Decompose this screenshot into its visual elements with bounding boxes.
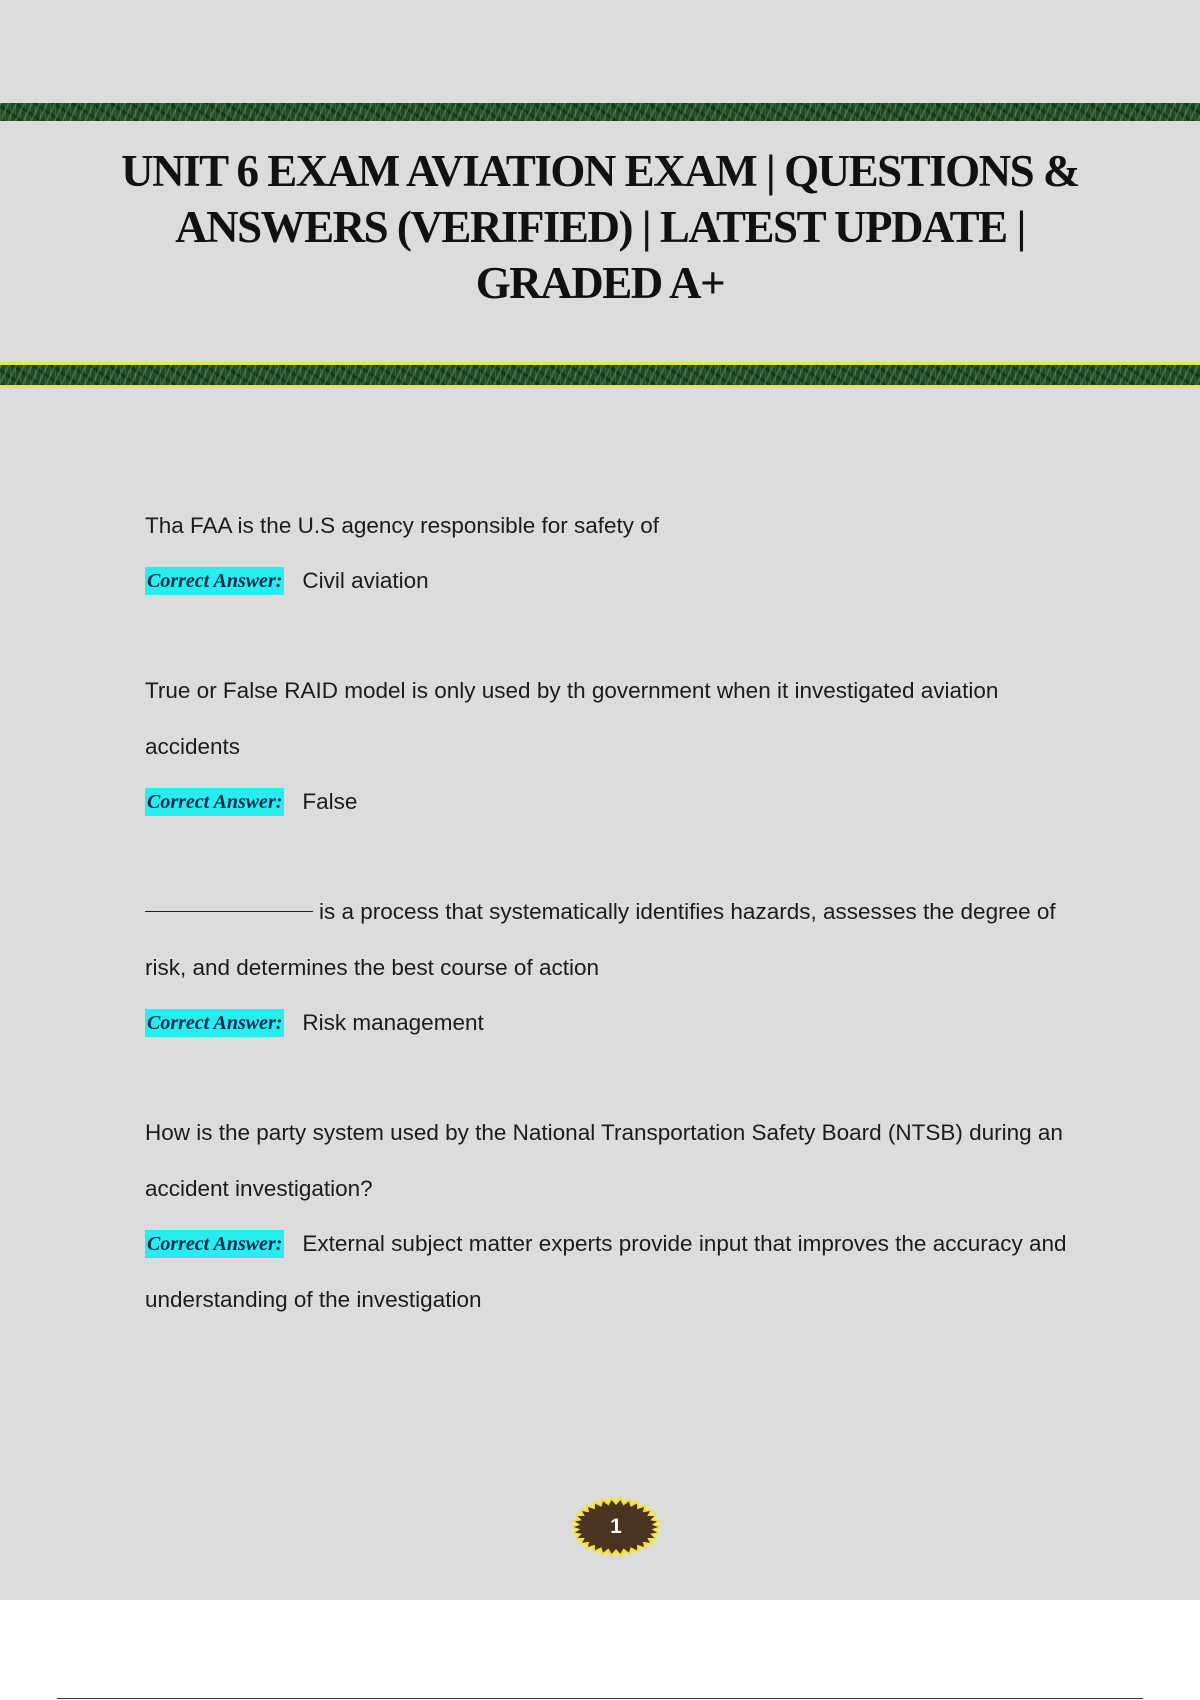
correct-answer-tag: Correct Answer:: [145, 567, 284, 595]
correct-answer-tag: Correct Answer:: [145, 788, 284, 816]
question-text: [145, 884, 1095, 996]
page-number: 1: [610, 1515, 622, 1538]
correct-answer-tag: Correct Answer:: [145, 1009, 284, 1037]
qa-item: [145, 498, 1095, 609]
answer-row: [145, 553, 1095, 609]
document-title: UNIT 6 EXAM AVIATION EXAM | QUESTIONS & ANSWERS (VERIFIED) | LATEST UPDATE | GRADED A+: [121, 146, 1079, 308]
answer-row: [145, 774, 1095, 830]
qa-item: [145, 663, 1095, 830]
answer-row: [145, 995, 1095, 1051]
question-text: How is the party system used by the National Transportation Safety Board (NTSB) during an accident investigation?: [145, 1120, 1063, 1201]
correct-answer-tag: Correct Answer:: [145, 1230, 284, 1258]
question-body: is a process that systematically identifies hazards, assesses the degree of risk, and determines the best course of action: [145, 899, 1056, 980]
qa-item: [145, 1105, 1095, 1328]
header-top-band: [0, 103, 1200, 121]
answer-text: Civil aviation: [302, 568, 429, 593]
header-bottom-band: [0, 365, 1200, 385]
footer-rule: [57, 1698, 1143, 1699]
question-text: True or False RAID model is only used by th government when it investigated aviation accidents: [145, 678, 999, 759]
answer-row: [145, 1216, 1095, 1328]
answer-text: Risk management: [302, 1010, 484, 1035]
question-text: Tha FAA is the U.S agency responsible for safety of: [145, 513, 660, 538]
qa-list: [145, 498, 1095, 1382]
fill-in-blank-line: [145, 911, 313, 912]
answer-text: False: [302, 789, 358, 814]
answer-text: External subject matter experts provide input that improves the accuracy and understanding of the investigation: [145, 1231, 1067, 1312]
page-number-badge: [570, 1496, 662, 1558]
qa-item: [145, 884, 1095, 1051]
